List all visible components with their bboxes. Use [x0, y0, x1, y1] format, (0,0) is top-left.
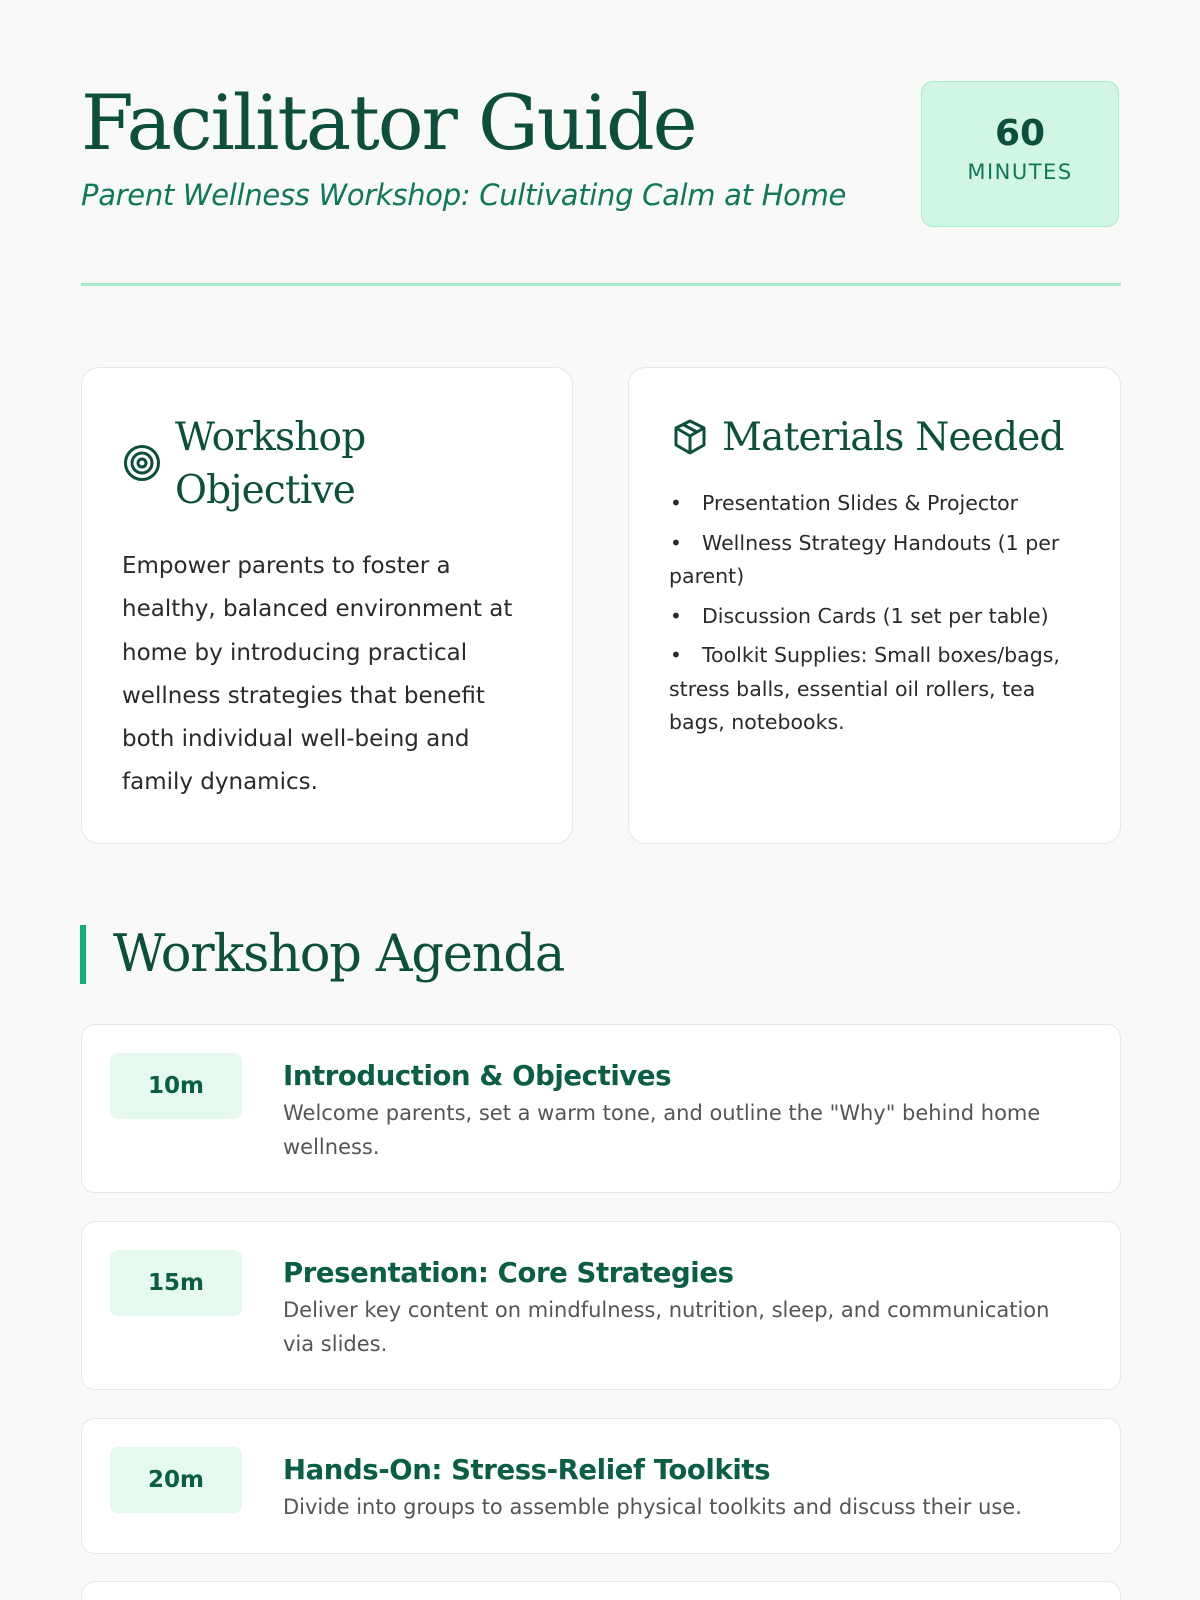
bullet-icon: •	[670, 603, 682, 628]
page-subtitle: Parent Wellness Workshop: Cultivating Calm at Home	[81, 178, 847, 212]
list-item	[669, 527, 1089, 594]
agenda-item-title: Presentation: Core Strategies	[283, 1257, 734, 1289]
bullet-icon: •	[670, 491, 682, 515]
agenda-time-badge: 20m	[110, 1447, 242, 1513]
objective-card	[81, 367, 573, 844]
materials-card	[628, 367, 1121, 844]
materials-list	[669, 487, 1089, 746]
duration-badge	[921, 81, 1119, 227]
bullet-icon: •	[670, 643, 682, 667]
agenda-item	[81, 1418, 1121, 1554]
objective-text: Empower parents to foster a healthy, balanced environment at home by introducing practical wellness strategies that benefit both individual well-being and family dynamics.	[122, 553, 513, 796]
agenda-item-description: Deliver key content on mindfulness, nutrition, sleep, and communication via slides.	[283, 1298, 1050, 1356]
agenda-heading-accent	[80, 925, 86, 984]
agenda-item-title: Introduction & Objectives	[283, 1060, 672, 1092]
material-item-label: Presentation Slides & Projector	[702, 491, 1019, 515]
list-item	[669, 639, 1089, 740]
agenda-item-description: Divide into groups to assemble physical toolkits and discuss their use.	[283, 1495, 1022, 1519]
header-divider	[81, 283, 1121, 286]
material-item-label: Toolkit Supplies: Small boxes/bags, stress balls, essential oil rollers, tea bags, notebooks.	[669, 643, 1060, 734]
agenda-time-badge: 15m	[110, 1250, 242, 1316]
agenda-time-badge: 10m	[110, 1053, 242, 1119]
bullet-icon: •	[670, 530, 682, 555]
list-item	[669, 487, 1089, 521]
box-icon	[671, 418, 709, 456]
list-item	[669, 600, 1089, 634]
agenda-item	[81, 1221, 1121, 1390]
material-item-label: Wellness Strategy Handouts (1 per parent)	[669, 530, 1060, 588]
page-title: Facilitator Guide	[81, 78, 696, 167]
agenda-item-title: Hands-On: Stress-Relief Toolkits	[283, 1454, 771, 1486]
duration-unit: MINUTES	[967, 160, 1073, 184]
objective-heading: Workshop Objective	[175, 415, 366, 513]
agenda-item	[81, 1024, 1121, 1193]
duration-value: 60	[994, 113, 1046, 154]
page-header	[81, 78, 1121, 238]
agenda-item-description: Welcome parents, set a warm tone, and outline the "Why" behind home wellness.	[283, 1101, 1041, 1159]
material-item-label: Discussion Cards (1 set per table)	[702, 603, 1049, 628]
materials-heading: Materials Needed	[722, 415, 1064, 460]
target-icon	[123, 444, 161, 482]
agenda-item	[81, 1581, 1121, 1600]
agenda-heading: Workshop Agenda	[113, 925, 565, 984]
